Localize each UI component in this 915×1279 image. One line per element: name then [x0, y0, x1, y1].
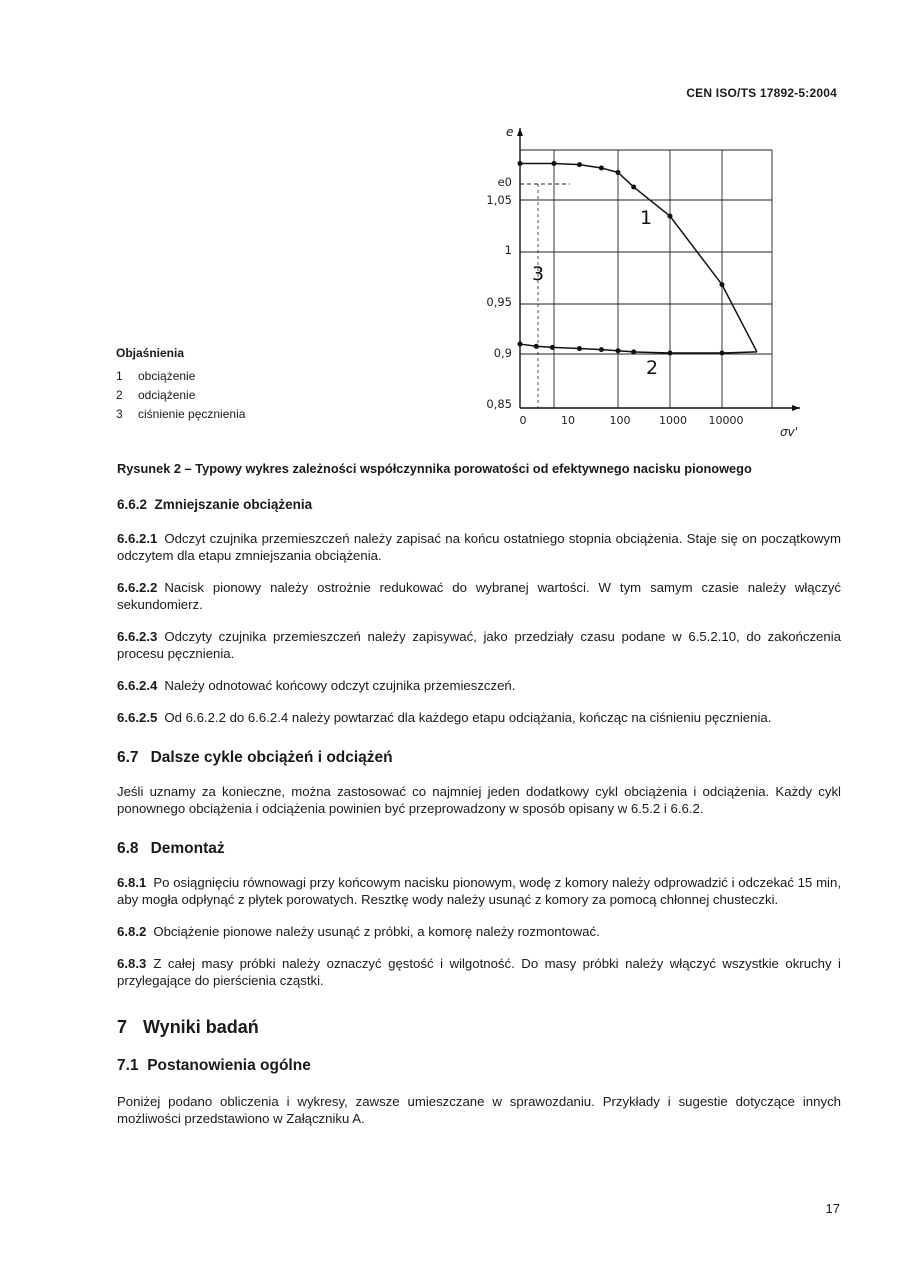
page-number: 17: [825, 1201, 840, 1216]
data-point: [616, 348, 621, 353]
chart-series: [518, 161, 757, 356]
data-point: [534, 344, 539, 349]
paragraph-6-7: [117, 783, 841, 817]
curve-label: 3: [531, 263, 545, 285]
y-tick-label: 0,85: [486, 397, 512, 411]
data-point: [599, 347, 604, 352]
paragraph-text: Należy odnotować końcowy odczyt czujnika przemieszczeń.: [164, 678, 516, 693]
chart-grid: [517, 128, 800, 411]
figure-caption: Rysunek 2 – Typowy wykres zależności współczynnika porowatości od efektywnego nacisku pionowego: [117, 461, 752, 476]
y-tick-label: e0: [497, 175, 512, 189]
legend-title: Objaśnienia: [116, 346, 185, 360]
document-id: CEN ISO/TS 17892-5:2004: [686, 86, 837, 100]
section-heading-6-6-2: [117, 496, 841, 513]
data-point: [616, 170, 621, 175]
data-point: [577, 162, 582, 167]
section-heading-7-1: [117, 1057, 841, 1074]
paragraph-6-8-1: [117, 874, 841, 908]
paragraph-number: 6.6.2.5: [117, 710, 158, 725]
data-point: [599, 165, 604, 170]
y-axis-arrow: [517, 128, 523, 136]
y-tick-label: 0,9: [493, 346, 512, 360]
data-point: [668, 351, 673, 356]
section-title: Postanowienia ogólne: [147, 1057, 311, 1074]
section-heading-7: [117, 1019, 841, 1036]
data-point: [720, 351, 725, 356]
section-title: Demontaż: [150, 840, 225, 857]
paragraph-6-8-2: [117, 923, 841, 940]
y-tick-label: 1: [504, 243, 512, 257]
paragraph-number: 6.6.2.1: [117, 531, 158, 546]
series-line-1: [520, 163, 757, 351]
paragraph-text: Odczyty czujnika przemieszczeń należy zapisywać, jako przedziały czasu podane w 6.5.2.10, do zakończenia procesu pęcznienia.: [117, 629, 841, 661]
paragraph-number: 6.8.2: [117, 924, 147, 939]
data-point: [577, 346, 582, 351]
x-axis-arrow: [792, 405, 800, 411]
paragraph-text: Poniżej podano obliczenia i wykresy, zawsze umieszczane w sprawozdaniu. Przykłady i sugestie dotyczące innych możliwości przedstawiono w Załączniku A.: [117, 1094, 841, 1126]
data-point: [631, 185, 636, 190]
body-text: [117, 496, 841, 1127]
legend-item-label: ciśnienie pęcznienia: [138, 407, 246, 421]
y-axis-label: e: [506, 125, 514, 139]
paragraph-text: Z całej masy próbki należy oznaczyć gęstość i wilgotność. Do masy próbki należy włączyć wszystkie okruchy i przylegające do pierścienia cząstki.: [117, 956, 841, 988]
y-tick-label: 0,95: [486, 295, 512, 309]
section-title: Zmniejszanie obciążenia: [154, 497, 313, 512]
figure-legend: [116, 346, 245, 426]
section-title: Wyniki badań: [143, 1017, 259, 1037]
paragraph-6-8-3: [117, 955, 841, 989]
data-point: [631, 349, 636, 354]
section-number: 7.1: [117, 1057, 139, 1074]
paragraph-number: 6.8.3: [117, 956, 147, 971]
chart-annotations: [532, 207, 658, 379]
legend-item: [116, 369, 245, 383]
paragraph-text: Jeśli uznamy za konieczne, można zastosować co najmniej jeden dodatkowy cykl obciążenia i odciążenia. Każdy cykl ponownego obciążenia i odciążenia powinien być przeprowadzony w sposób opisany w 6.5.2 i 6.6.2.: [117, 784, 841, 816]
legend-item-number: 2: [116, 388, 123, 402]
data-point: [518, 161, 523, 166]
section-number: 6.8: [117, 840, 139, 857]
paragraph-6-6-2-4: [117, 677, 841, 694]
section-number: 7: [117, 1017, 128, 1037]
paragraph-6-6-2-1: [117, 530, 841, 564]
data-point: [552, 161, 557, 166]
paragraph-number: 6.8.1: [117, 875, 147, 890]
section-title: Dalsze cykle obciążeń i odciążeń: [150, 749, 393, 766]
paragraph-text: Od 6.6.2.2 do 6.6.2.4 należy powtarzać dla każdego etapu odciążania, kończąc na ciśnieniu pęcznienia.: [164, 710, 772, 725]
paragraph-text: Obciążenie pionowe należy usunąć z próbki, a komorę należy rozmontować.: [153, 924, 600, 939]
x-tick-label: 1000: [659, 414, 687, 427]
legend-item-label: odciążenie: [138, 388, 196, 402]
x-tick-label: 10: [561, 414, 575, 427]
section-number: 6.6.2: [117, 497, 148, 512]
paragraph-number: 6.6.2.3: [117, 629, 158, 644]
section-number: 6.7: [117, 749, 139, 766]
data-point: [518, 342, 523, 347]
data-point: [668, 214, 673, 219]
y-tick-label: 1,05: [486, 193, 512, 207]
paragraph-number: 6.6.2.4: [117, 678, 158, 693]
paragraph-6-6-2-2: [117, 579, 841, 613]
curve-label: 2: [645, 357, 659, 379]
section-heading-6-8: [117, 840, 841, 857]
legend-item-label: obciążenie: [138, 369, 196, 383]
section-heading-6-7: [117, 749, 841, 766]
legend-item: [116, 407, 245, 421]
legend-item-number: 3: [116, 407, 123, 421]
x-tick-label: 0: [519, 414, 527, 427]
legend-item-number: 1: [116, 369, 123, 383]
x-axis-label: σv': [780, 425, 799, 439]
data-point: [550, 345, 555, 350]
data-point: [720, 282, 725, 287]
x-tick-label: 10000: [708, 414, 744, 427]
legend-item: [116, 388, 245, 402]
paragraph-7-1: [117, 1093, 841, 1127]
paragraph-6-6-2-5: [117, 709, 841, 726]
paragraph-text: Odczyt czujnika przemieszczeń należy zapisać na końcu ostatniego stopnia obciążenia. Staje się on początkowym odczytem dla etapu zmniejszania obciążenia.: [117, 531, 841, 563]
x-tick-label: 100: [609, 414, 631, 427]
paragraph-number: 6.6.2.2: [117, 580, 158, 595]
paragraph-6-6-2-3: [117, 628, 841, 662]
paragraph-text: Po osiągnięciu równowagi przy końcowym nacisku pionowym, wodę z komory należy odprowadzić i odczekać 15 min, aby mogła odpłynąć z płytek porowatych. Resztkę wody należy usunąć z komory za pomocą chłonnej chusteczki.: [117, 875, 841, 907]
void-ratio-chart: [470, 120, 810, 440]
paragraph-text: Nacisk pionowy należy ostrożnie redukować do wybranej wartości. W tym samym czasie należy włączyć sekundomierz.: [117, 580, 841, 612]
curve-label: 1: [639, 207, 653, 229]
